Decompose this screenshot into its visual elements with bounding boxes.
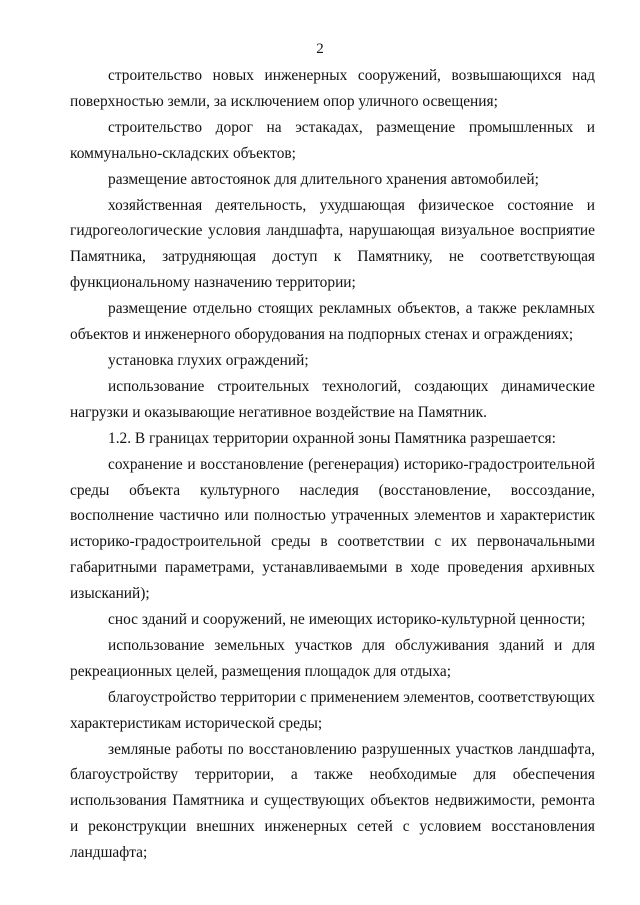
paragraph: размещение отдельно стоящих рекламных объектов, а также рекламных объектов и инженерного оборудования на подпорных стенах и ограждениях; bbox=[70, 300, 595, 344]
page-number: 2 bbox=[316, 41, 324, 57]
paragraph: размещение автостоянок для длительного хранения автомобилей; bbox=[108, 170, 539, 188]
paragraph: использование строительных технологий, создающих динамические нагрузки и оказывающие негативное воздействие на Памятник. bbox=[70, 377, 595, 421]
paragraph: хозяйственная деятельность, ухудшающая физическое состояние и гидрогеологические условия ландшафта, нарушающая визуальное восприятие Памятника, затрудняющая доступ к Памятнику, не соответствующая функциональному назначению территории; bbox=[70, 196, 595, 292]
paragraph: установка глухих ограждений; bbox=[108, 351, 309, 369]
document-body bbox=[70, 63, 595, 866]
paragraph: использование земельных участков для обслуживания зданий и для рекреационных целей, размещения площадок для отдыха; bbox=[70, 636, 595, 680]
section-heading: 1.2. В границах территории охранной зоны Памятника разрешается: bbox=[108, 429, 556, 447]
paragraph: благоустройство территории с применением элементов, соответствующих характеристикам исторической среды; bbox=[70, 688, 595, 732]
paragraph: строительство новых инженерных сооружений, возвышающихся над поверхностью земли, за исключением опор уличного освещения; bbox=[70, 67, 595, 110]
paragraph: снос зданий и сооружений, не имеющих историко-культурной ценности; bbox=[108, 611, 586, 629]
paragraph: строительство дорог на эстакадах, размещение промышленных и коммунально-складских объектов; bbox=[70, 118, 595, 162]
paragraph: земляные работы по восстановлению разрушенных участков ландшафта, благоустройству территории, а также необходимые для обеспечения использования Памятника и существующих объектов недвижимости, ремонта и реконструкции внешних инженерных сетей с условием восстановления ландшафта; bbox=[70, 740, 595, 862]
paragraph: сохранение и восстановление (регенерация) историко-градостроительной среды объекта культурного наследия (восстановление, воссоздание, восполнение частично или полностью утраченных элементов и характеристик историко-градостроительной среды в соответствии с их первоначальными габаритными параметрами, устанавливаемыми в ходе проведения архивных изысканий); bbox=[70, 455, 595, 603]
